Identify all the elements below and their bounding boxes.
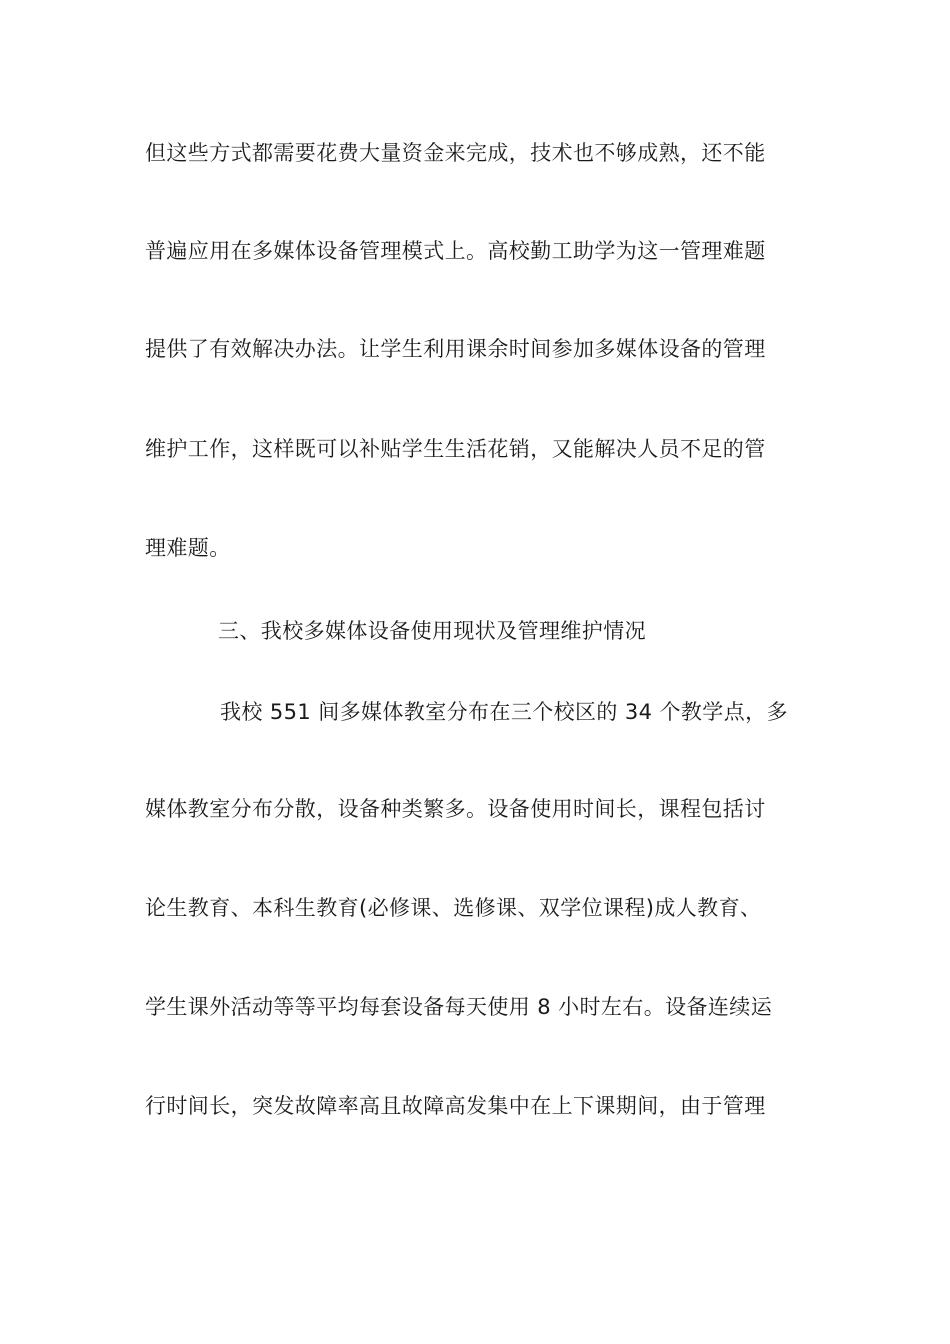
paragraph-1-line-2: 普遍应用在多媒体设备管理模式上。高校勤工助学为这一管理难题 [145, 239, 766, 263]
paragraph-2-line-5: 行时间长，突发故障率高且故障高发集中在上下课期间，由于管理 [145, 1094, 766, 1118]
paragraph-1-line-5: 理难题。 [145, 536, 231, 560]
paragraph-1-line-4: 维护工作，这样既可以补贴学生生活花销，又能解决人员不足的管 [145, 437, 766, 461]
paragraph-1-line-1: 但这些方式都需要花费大量资金来完成，技术也不够成熟，还不能 [145, 141, 766, 165]
section-heading: 三、我校多媒体设备使用现状及管理维护情况 [218, 619, 646, 643]
paragraph-1-line-3: 提供了有效解决办法。让学生利用课余时间参加多媒体设备的管理 [145, 337, 766, 361]
paragraph-2-line-3: 论生教育、本科生教育(必修课、选修课、双学位课程)成人教育、 [145, 896, 762, 920]
paragraph-2-line-4: 学生课外活动等等平均每套设备每天使用 8 小时左右。设备连续运 [145, 995, 773, 1019]
paragraph-2-line-1: 我校 551 间多媒体教室分布在三个校区的 34 个教学点，多 [220, 700, 788, 724]
paragraph-2-line-2: 媒体教室分布分散，设备种类繁多。设备使用时间长，课程包括讨 [145, 797, 766, 821]
